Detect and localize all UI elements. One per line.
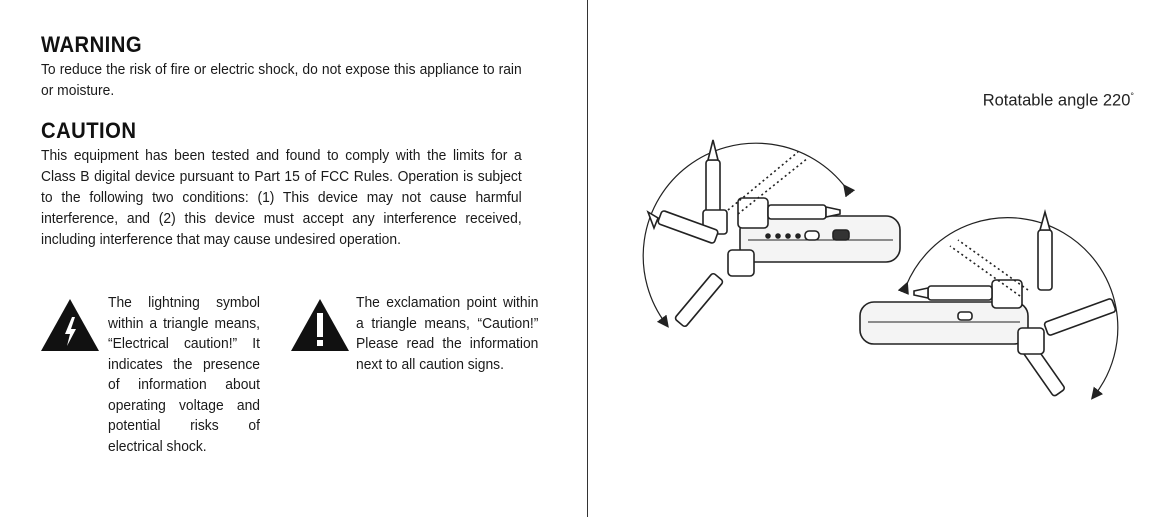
lightning-warning-icon — [39, 297, 101, 353]
warning-text: To reduce the risk of fire or electric shock, do not expose this appliance to rain or moisture. — [41, 62, 522, 99]
rotation-illustration — [588, 0, 1175, 517]
degree-symbol: ° — [1130, 91, 1134, 101]
transmitter-top — [643, 140, 900, 327]
caution-text: This equipment has been tested and found to comply with the limits for a Class B digital device pursuant to Part 15 of FCC Rules. Operation is subject to the following two conditions: (1) This device may not cause harmful interference, and (2) this device must accept any interference received, including interference that may cause undesired operation. — [41, 148, 522, 248]
warning-heading: WARNING — [41, 32, 143, 57]
lightning-symbol-text: The lightning symbol within a triangle means, “Electrical caution!” It indicates the presence of information about operating voltage and potential risks of electrical shock. — [108, 295, 260, 455]
angle-label-text: Rotatable angle 220 — [982, 91, 1131, 110]
exclamation-symbol-text: The exclamation point within a triangle means, “Caution!” Please read the information next to all caution signs. — [356, 295, 539, 373]
left-page — [0, 0, 587, 517]
right-page — [588, 0, 1175, 517]
exclamation-warning-icon — [289, 297, 351, 353]
caution-heading: CAUTION — [41, 118, 137, 143]
